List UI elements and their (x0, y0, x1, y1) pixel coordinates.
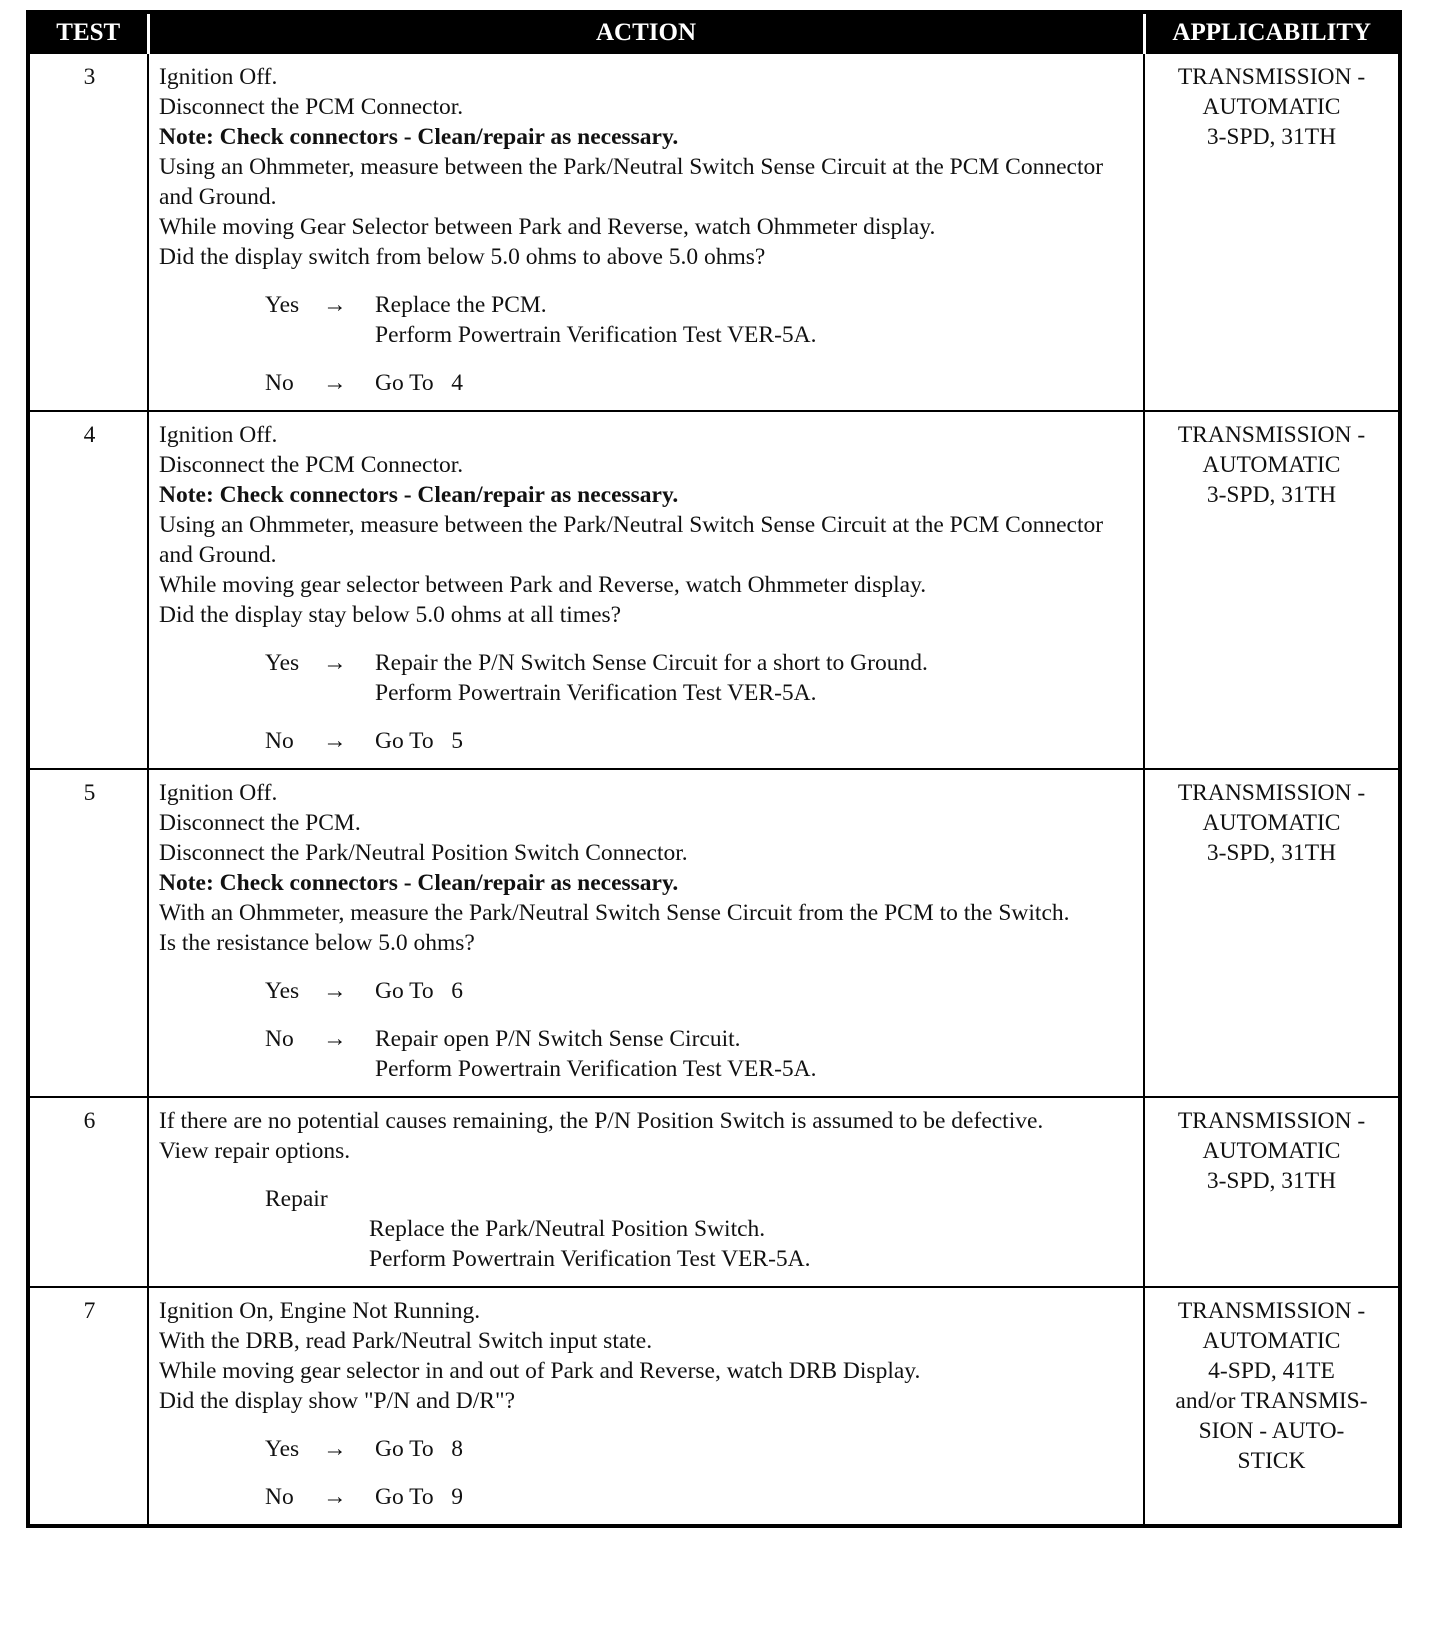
repair-step: Perform Powertrain Verification Test VER-5A. (369, 1246, 811, 1272)
outcomes (159, 1434, 1135, 1512)
repair-label: Repair (265, 1186, 328, 1212)
action-line: Disconnect the PCM Connector. (159, 452, 464, 478)
outcome-yes (265, 976, 1135, 1006)
note-line: Note: Check connectors - Clean/repair as necessary. (159, 482, 679, 508)
outcome-steps (375, 290, 1135, 350)
action-line: Did the display stay below 5.0 ohms at all times? (159, 602, 622, 628)
applicability-cell (1144, 53, 1400, 411)
outcomes (159, 290, 1135, 398)
outcome-steps (375, 648, 1135, 708)
applicability-cell (1144, 411, 1400, 769)
action-line: Ignition On, Engine Not Running. (159, 1298, 481, 1324)
action-line: With an Ohmmeter, measure the Park/Neutral Switch Sense Circuit from the PCM to the Switch. (159, 900, 1070, 926)
applicability-line: AUTOMATIC (1202, 452, 1341, 478)
arrow-right-icon: → (323, 1026, 347, 1052)
outcome-label: Yes (265, 650, 300, 676)
action-line: Disconnect the PCM Connector. (159, 94, 464, 120)
table-row (28, 1097, 1400, 1287)
arrow-right-icon: → (323, 292, 347, 318)
outcome-step: Perform Powertrain Verification Test VER-5A. (375, 1056, 817, 1082)
test-number: 6 (28, 1097, 148, 1287)
action-line: With the DRB, read Park/Neutral Switch input state. (159, 1328, 653, 1354)
repair-step: Replace the Park/Neutral Position Switch. (369, 1216, 766, 1242)
arrow-right-icon: → (323, 650, 347, 676)
applicability-line: 3-SPD, 31TH (1206, 124, 1337, 150)
arrow-right-icon: → (323, 370, 347, 396)
outcomes (159, 648, 1135, 756)
outcome-steps (375, 1024, 1135, 1084)
arrow-right-icon: → (323, 1484, 347, 1510)
applicability-line: 3-SPD, 31TH (1206, 840, 1337, 866)
action-cell (148, 53, 1144, 411)
arrow-right-icon: → (323, 1436, 347, 1462)
outcome-step: Repair the P/N Switch Sense Circuit for a short to Ground. (375, 650, 928, 676)
outcome-no (265, 1482, 1135, 1512)
table-body (28, 53, 1400, 1526)
applicability-line: AUTOMATIC (1202, 1138, 1341, 1164)
action-line: While moving gear selector between Park and Reverse, watch Ohmmeter display. (159, 572, 927, 598)
arrow-right-icon: → (323, 728, 347, 754)
action-line: Ignition Off. (159, 64, 278, 90)
action-line: View repair options. (159, 1138, 351, 1164)
applicability-line: STICK (1237, 1448, 1306, 1474)
applicability-cell (1144, 1287, 1400, 1526)
outcome-no (265, 368, 1135, 398)
action-cell (148, 769, 1144, 1097)
table-row (28, 769, 1400, 1097)
diagnostic-page (26, 10, 1398, 1528)
action-line: Using an Ohmmeter, measure between the Park/Neutral Switch Sense Circuit at the PCM Connector and Ground. (159, 512, 1104, 568)
note-line: Note: Check connectors - Clean/repair as necessary. (159, 870, 679, 896)
applicability-line: SION - AUTO- (1198, 1418, 1345, 1444)
table-row (28, 411, 1400, 769)
test-number: 7 (28, 1287, 148, 1526)
outcome-step: Go To 5 (375, 728, 464, 754)
test-number: 5 (28, 769, 148, 1097)
applicability-line: 3-SPD, 31TH (1206, 1168, 1337, 1194)
outcome-label: No (265, 728, 294, 754)
applicability-line: 4-SPD, 41TE (1208, 1358, 1335, 1384)
outcome-label: No (265, 1484, 294, 1510)
outcome-step: Go To 9 (375, 1484, 464, 1510)
action-line: Ignition Off. (159, 780, 278, 806)
action-cell (148, 1097, 1144, 1287)
outcome-label: Yes (265, 292, 300, 318)
applicability-line: TRANSMISSION - (1177, 1298, 1366, 1324)
applicability-line: TRANSMISSION - (1177, 64, 1366, 90)
diagnostic-test-table (26, 10, 1402, 1528)
action-line: If there are no potential causes remaining, the P/N Position Switch is assumed to be defective. (159, 1108, 1044, 1134)
table-header (28, 12, 1400, 53)
applicability-cell (1144, 1097, 1400, 1287)
outcome-steps (375, 1434, 1135, 1464)
outcome-label: Yes (265, 1436, 300, 1462)
outcomes (159, 976, 1135, 1084)
note-line: Note: Check connectors - Clean/repair as necessary. (159, 124, 679, 150)
action-line: Disconnect the PCM. (159, 810, 361, 836)
action-line: Ignition Off. (159, 422, 278, 448)
outcome-step: Go To 4 (375, 370, 464, 396)
action-line: While moving Gear Selector between Park and Reverse, watch Ohmmeter display. (159, 214, 936, 240)
applicability-line: 3-SPD, 31TH (1206, 482, 1337, 508)
outcome-yes (265, 648, 1135, 708)
outcome-no (265, 1024, 1135, 1084)
header-action: ACTION (148, 12, 1144, 53)
outcome-yes (265, 290, 1135, 350)
applicability-line: TRANSMISSION - (1177, 780, 1366, 806)
outcome-label: Yes (265, 978, 300, 1004)
outcome-yes (265, 1434, 1135, 1464)
applicability-line: AUTOMATIC (1202, 94, 1341, 120)
outcome-step: Repair open P/N Switch Sense Circuit. (375, 1026, 741, 1052)
applicability-line: AUTOMATIC (1202, 1328, 1341, 1354)
header-test: TEST (28, 12, 148, 53)
applicability-line: AUTOMATIC (1202, 810, 1341, 836)
applicability-line: TRANSMISSION - (1177, 1108, 1366, 1134)
action-line: Disconnect the Park/Neutral Position Switch Connector. (159, 840, 688, 866)
action-line: Did the display switch from below 5.0 ohms to above 5.0 ohms? (159, 244, 766, 270)
repair-steps (265, 1214, 1135, 1274)
test-number: 3 (28, 53, 148, 411)
outcome-step: Perform Powertrain Verification Test VER-5A. (375, 680, 817, 706)
table-row (28, 1287, 1400, 1526)
action-line: Is the resistance below 5.0 ohms? (159, 930, 475, 956)
outcome-step: Go To 8 (375, 1436, 464, 1462)
header-applicability: APPLICABILITY (1144, 12, 1400, 53)
action-cell (148, 411, 1144, 769)
table-row (28, 53, 1400, 411)
repair-options (159, 1184, 1135, 1274)
test-number: 4 (28, 411, 148, 769)
action-line: Did the display show "P/N and D/R"? (159, 1388, 515, 1414)
arrow-right-icon: → (323, 978, 347, 1004)
outcome-steps (375, 726, 1135, 756)
outcome-label: No (265, 1026, 294, 1052)
outcome-step: Perform Powertrain Verification Test VER-5A. (375, 322, 817, 348)
applicability-cell (1144, 769, 1400, 1097)
outcome-no (265, 726, 1135, 756)
applicability-line: TRANSMISSION - (1177, 422, 1366, 448)
outcome-steps (375, 368, 1135, 398)
outcome-steps (375, 1482, 1135, 1512)
applicability-line: and/or TRANSMIS- (1175, 1388, 1368, 1414)
outcome-step: Replace the PCM. (375, 292, 547, 318)
outcome-label: No (265, 370, 294, 396)
action-line: While moving gear selector in and out of Park and Reverse, watch DRB Display. (159, 1358, 921, 1384)
action-cell (148, 1287, 1144, 1526)
outcome-step: Go To 6 (375, 978, 464, 1004)
outcome-steps (375, 976, 1135, 1006)
action-line: Using an Ohmmeter, measure between the Park/Neutral Switch Sense Circuit at the PCM Connector and Ground. (159, 154, 1104, 210)
